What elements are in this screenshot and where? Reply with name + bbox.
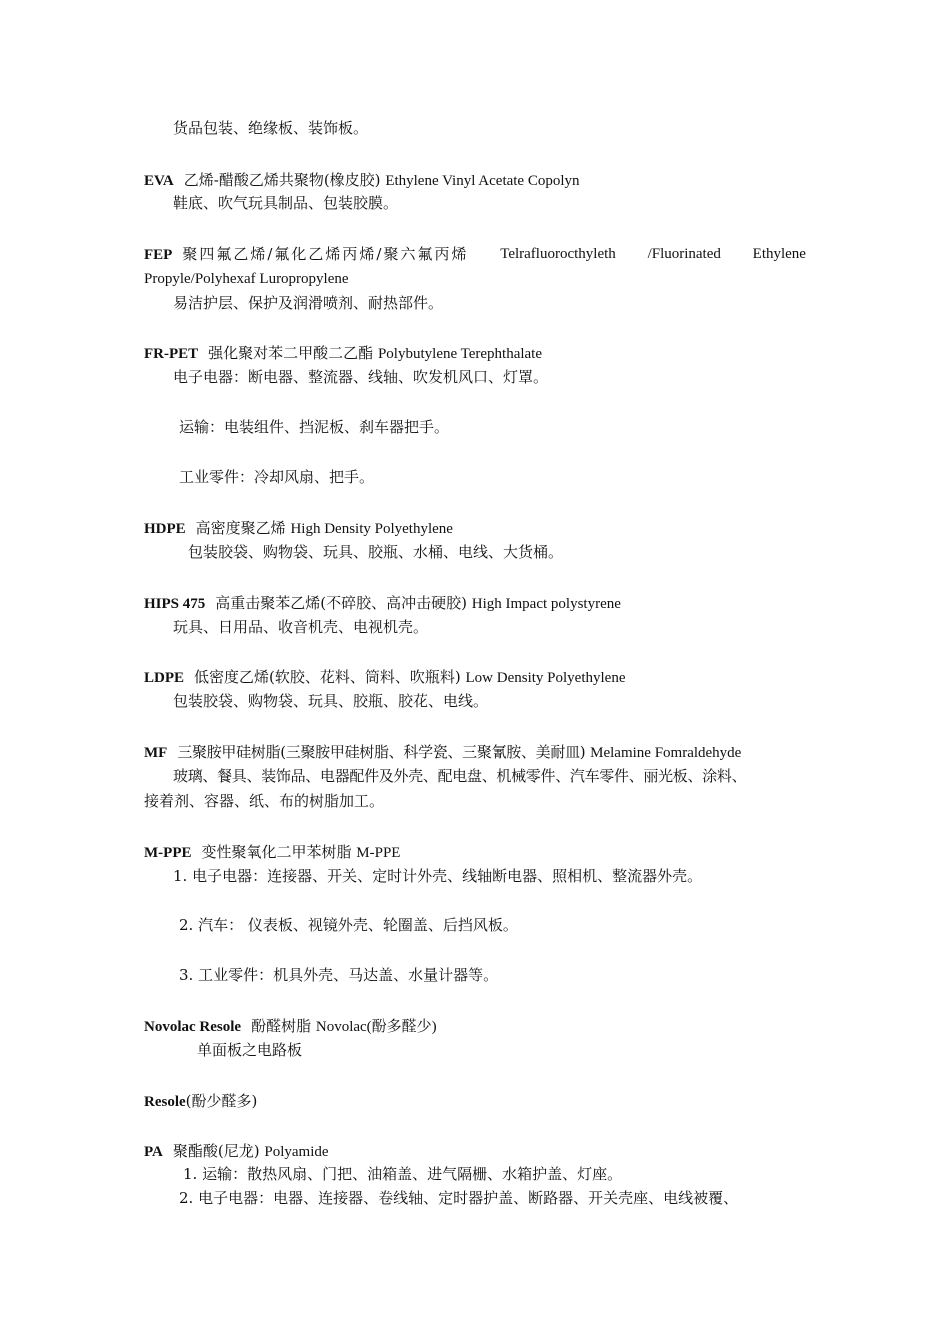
abbreviation: Novolac Resole [144, 1019, 242, 1035]
chinese-name: 高重击聚苯乙烯(不碎胶、高冲击硬胶) [215, 594, 467, 612]
english-name: High Impact polystyrene [471, 596, 621, 612]
chinese-name: 聚酯酸(尼龙) [172, 1142, 260, 1160]
entry-mf-heading [144, 742, 741, 763]
english-name-part: /Fluorinated [647, 246, 721, 262]
entry-mf-uses-1: 玻璃、餐具、装饰品、电器配件及外壳、配电盘、机械零件、汽车零件、丽光板、涂料、 [173, 767, 747, 785]
chinese-name: 变性聚氧化二甲苯树脂 [201, 843, 352, 861]
english-name: Ethylene Vinyl Acetate Copolyn [385, 173, 580, 189]
entry-eva-heading [144, 170, 580, 191]
chinese-name: (酚少醛多) [185, 1092, 258, 1110]
entry-mppe-uses-2: 2. 汽车： 仪表板、视镜外壳、轮圈盖、后挡风板。 [179, 916, 518, 934]
entry-hips-heading [144, 593, 621, 614]
entry-pa-uses-1: 1. 运输：散热风扇、门把、油箱盖、进气隔栅、水箱护盖、灯座。 [183, 1165, 623, 1183]
abbreviation: HIPS 475 [144, 596, 206, 612]
entry-mf-uses-2: 接着剂、容器、纸、布的树脂加工。 [144, 792, 385, 810]
entry-ldpe-uses: 包装胶袋、购物袋、玩具、胶瓶、胶花、电线。 [173, 692, 489, 710]
entry-pa-uses-2: 2. 电子电器：电器、连接器、卷线轴、定时器护盖、断路器、开关壳座、电线被覆、 [179, 1189, 739, 1207]
entry-ldpe-heading [144, 667, 626, 688]
text-line: 货品包装、绝缘板、装饰板。 [173, 119, 369, 137]
entry-mppe-uses-1: 1. 电子电器：连接器、开关、定时计外壳、线轴断电器、照相机、整流器外壳。 [173, 867, 703, 885]
entry-fep-heading [144, 244, 806, 265]
abbreviation: M-PPE [144, 845, 192, 861]
chinese-name: 聚四氟乙烯/氟化乙烯丙烯/聚六氟丙烯 [182, 245, 469, 263]
entry-pa-heading [144, 1141, 329, 1162]
abbreviation: HDPE [144, 521, 186, 537]
entry-hdpe-heading [144, 518, 453, 539]
english-name-part: Ethylene [752, 246, 806, 262]
english-name: Novolac(酚多醛少) [315, 1019, 437, 1035]
entry-fep-heading-cont: Propyle/Polyhexaf Luropropylene [144, 271, 349, 287]
abbreviation: EVA [144, 173, 174, 189]
english-name: Polyamide [264, 1144, 329, 1160]
abbreviation: FR-PET [144, 346, 199, 362]
chinese-name: 酚醛树脂 [251, 1017, 312, 1035]
entry-novolac-uses: 单面板之电路板 [197, 1041, 303, 1059]
english-name: Low Density Polyethylene [465, 670, 626, 686]
entry-hips-uses: 玩具、日用品、收音机壳、电视机壳。 [173, 618, 429, 636]
english-name: High Density Polyethylene [290, 521, 453, 537]
entry-frpet-uses-1: 电子电器：断电器、整流器、线轴、吹发机风口、灯罩。 [173, 368, 549, 386]
entry-eva-uses: 鞋底、吹气玩具制品、包装胶膜。 [173, 194, 399, 212]
chinese-name: 乙烯-醋酸乙烯共聚物(橡皮胶) [183, 171, 381, 189]
abbreviation: FEP [144, 247, 173, 263]
abbreviation: MF [144, 745, 168, 761]
chinese-name: 三聚胺甲硅树脂(三聚胺甲硅树脂、科学瓷、三聚氰胺、美耐皿) [177, 743, 586, 761]
chinese-name: 强化聚对苯二甲酸二乙酯 [208, 344, 374, 362]
entry-mppe-heading [144, 842, 400, 863]
entry-frpet-uses-2: 运输：电装组件、挡泥板、刹车器把手。 [179, 418, 450, 436]
english-name: Polybutylene Terephthalate [377, 346, 543, 362]
entry-novolac-heading [144, 1016, 437, 1037]
entry-fep-uses: 易洁护层、保护及润滑喷剂、耐热部件。 [173, 294, 444, 312]
chinese-name: 低密度乙烯(软胶、花料、筒料、吹瓶料) [194, 668, 461, 686]
chinese-name: 高密度聚乙烯 [195, 519, 286, 537]
english-name-part: Telrafluorocthyleth [500, 246, 616, 262]
abbreviation: LDPE [144, 670, 185, 686]
english-name: Melamine Fomraldehyde [590, 745, 742, 761]
english-name: M-PPE [356, 845, 401, 861]
entry-hdpe-uses: 包装胶袋、购物袋、玩具、胶瓶、水桶、电线、大货桶。 [188, 543, 564, 561]
abbreviation: PA [144, 1144, 163, 1160]
entry-resole-heading [144, 1091, 257, 1112]
entry-mppe-uses-3: 3. 工业零件：机具外壳、马达盖、水量计器等。 [179, 966, 499, 984]
entry-frpet-heading [144, 343, 542, 364]
entry-frpet-uses-3: 工业零件：冷却风扇、把手。 [179, 468, 375, 486]
abbreviation: Resole [144, 1094, 186, 1110]
